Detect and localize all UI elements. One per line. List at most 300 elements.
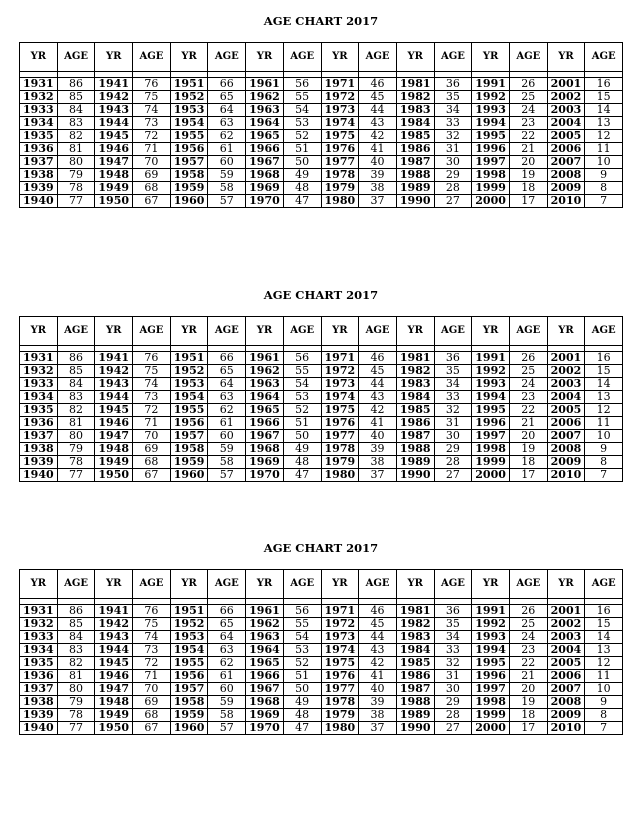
age-cell: 10 <box>585 683 623 696</box>
year-cell: 1991 <box>472 605 510 618</box>
age-cell: 59 <box>208 169 246 182</box>
age-cell: 45 <box>359 91 397 104</box>
age-cell: 61 <box>208 143 246 156</box>
age-cell: 85 <box>57 618 95 631</box>
year-cell: 2005 <box>547 657 585 670</box>
year-cell: 1950 <box>95 469 133 482</box>
year-cell: 1974 <box>321 391 359 404</box>
year-cell: 1990 <box>396 722 434 735</box>
header-age: AGE <box>585 43 623 72</box>
year-cell: 1964 <box>246 117 284 130</box>
year-cell: 2003 <box>547 631 585 644</box>
age-cell: 30 <box>434 156 472 169</box>
year-cell: 1950 <box>95 195 133 208</box>
age-cell: 24 <box>509 378 547 391</box>
table-row <box>20 195 623 208</box>
year-cell: 1966 <box>246 670 284 683</box>
year-cell: 1943 <box>95 104 133 117</box>
age-cell: 39 <box>359 443 397 456</box>
year-cell: 1996 <box>472 670 510 683</box>
age-cell: 84 <box>57 104 95 117</box>
table-row <box>20 631 623 644</box>
age-cell: 16 <box>585 352 623 365</box>
header-year: YR <box>547 317 585 346</box>
year-cell: 1994 <box>472 391 510 404</box>
year-cell: 1969 <box>246 182 284 195</box>
header-year: YR <box>547 570 585 599</box>
year-cell: 1936 <box>20 143 58 156</box>
header-age: AGE <box>434 317 472 346</box>
year-cell: 1963 <box>246 104 284 117</box>
age-chart-2 <box>19 288 623 482</box>
table-row <box>20 365 623 378</box>
age-cell: 63 <box>208 391 246 404</box>
year-cell: 1941 <box>95 352 133 365</box>
year-cell: 1965 <box>246 404 284 417</box>
table-row <box>20 182 623 195</box>
year-cell: 1958 <box>170 169 208 182</box>
year-cell: 1938 <box>20 169 58 182</box>
age-cell: 57 <box>208 195 246 208</box>
year-cell: 1969 <box>246 709 284 722</box>
year-cell: 1967 <box>246 430 284 443</box>
year-cell: 1961 <box>246 352 284 365</box>
age-cell: 40 <box>359 430 397 443</box>
age-cell: 71 <box>133 143 171 156</box>
year-cell: 1955 <box>170 404 208 417</box>
year-cell: 2002 <box>547 91 585 104</box>
age-cell: 38 <box>359 709 397 722</box>
year-cell: 2009 <box>547 709 585 722</box>
age-cell: 62 <box>208 404 246 417</box>
age-cell: 41 <box>359 670 397 683</box>
age-table <box>19 316 623 482</box>
year-cell: 1984 <box>396 644 434 657</box>
age-cell: 53 <box>283 644 321 657</box>
year-cell: 2001 <box>547 605 585 618</box>
age-cell: 72 <box>133 657 171 670</box>
age-cell: 13 <box>585 391 623 404</box>
age-cell: 40 <box>359 156 397 169</box>
year-cell: 1944 <box>95 644 133 657</box>
header-year: YR <box>396 317 434 346</box>
age-cell: 19 <box>509 169 547 182</box>
age-cell: 77 <box>57 469 95 482</box>
age-cell: 82 <box>57 657 95 670</box>
age-cell: 77 <box>57 722 95 735</box>
age-cell: 45 <box>359 618 397 631</box>
age-cell: 48 <box>283 182 321 195</box>
age-cell: 79 <box>57 169 95 182</box>
header-age: AGE <box>359 43 397 72</box>
year-cell: 1967 <box>246 156 284 169</box>
age-cell: 37 <box>359 722 397 735</box>
year-cell: 1977 <box>321 430 359 443</box>
year-cell: 1947 <box>95 683 133 696</box>
age-cell: 43 <box>359 644 397 657</box>
year-cell: 1992 <box>472 365 510 378</box>
age-cell: 19 <box>509 696 547 709</box>
age-cell: 67 <box>133 195 171 208</box>
year-cell: 1958 <box>170 696 208 709</box>
age-cell: 52 <box>283 404 321 417</box>
table-row <box>20 722 623 735</box>
header-year: YR <box>472 570 510 599</box>
header-age: AGE <box>57 43 95 72</box>
age-cell: 57 <box>208 722 246 735</box>
year-cell: 1939 <box>20 709 58 722</box>
year-cell: 2002 <box>547 618 585 631</box>
age-cell: 41 <box>359 417 397 430</box>
year-cell: 1967 <box>246 683 284 696</box>
age-cell: 11 <box>585 670 623 683</box>
year-cell: 1957 <box>170 683 208 696</box>
year-cell: 1937 <box>20 430 58 443</box>
header-year: YR <box>20 317 58 346</box>
age-cell: 33 <box>434 644 472 657</box>
age-cell: 20 <box>509 430 547 443</box>
age-cell: 34 <box>434 378 472 391</box>
age-cell: 49 <box>283 443 321 456</box>
age-cell: 51 <box>283 417 321 430</box>
age-cell: 25 <box>509 365 547 378</box>
year-cell: 1970 <box>246 195 284 208</box>
year-cell: 1933 <box>20 104 58 117</box>
age-cell: 42 <box>359 130 397 143</box>
year-cell: 1978 <box>321 443 359 456</box>
age-cell: 23 <box>509 117 547 130</box>
age-cell: 56 <box>283 605 321 618</box>
header-row <box>20 317 623 346</box>
year-cell: 1943 <box>95 378 133 391</box>
year-cell: 1982 <box>396 618 434 631</box>
table-row <box>20 618 623 631</box>
age-cell: 8 <box>585 709 623 722</box>
year-cell: 1998 <box>472 696 510 709</box>
age-cell: 51 <box>283 670 321 683</box>
year-cell: 1932 <box>20 91 58 104</box>
age-cell: 34 <box>434 631 472 644</box>
year-cell: 1982 <box>396 365 434 378</box>
header-age: AGE <box>57 570 95 599</box>
age-cell: 12 <box>585 404 623 417</box>
year-cell: 1949 <box>95 182 133 195</box>
year-cell: 1999 <box>472 709 510 722</box>
year-cell: 1951 <box>170 78 208 91</box>
age-cell: 21 <box>509 670 547 683</box>
year-cell: 1971 <box>321 352 359 365</box>
header-year: YR <box>170 570 208 599</box>
year-cell: 1982 <box>396 91 434 104</box>
age-cell: 24 <box>509 104 547 117</box>
age-cell: 55 <box>283 365 321 378</box>
age-cell: 12 <box>585 657 623 670</box>
age-cell: 33 <box>434 391 472 404</box>
age-cell: 7 <box>585 469 623 482</box>
header-year: YR <box>547 43 585 72</box>
year-cell: 2008 <box>547 696 585 709</box>
age-cell: 70 <box>133 683 171 696</box>
year-cell: 1989 <box>396 182 434 195</box>
year-cell: 1932 <box>20 618 58 631</box>
header-age: AGE <box>359 317 397 346</box>
year-cell: 1953 <box>170 378 208 391</box>
year-cell: 1996 <box>472 143 510 156</box>
age-cell: 14 <box>585 631 623 644</box>
age-cell: 83 <box>57 644 95 657</box>
age-cell: 22 <box>509 657 547 670</box>
year-cell: 1959 <box>170 182 208 195</box>
age-cell: 66 <box>208 78 246 91</box>
age-cell: 27 <box>434 469 472 482</box>
year-cell: 1971 <box>321 78 359 91</box>
age-cell: 32 <box>434 657 472 670</box>
year-cell: 1954 <box>170 391 208 404</box>
year-cell: 1952 <box>170 618 208 631</box>
age-cell: 31 <box>434 670 472 683</box>
age-cell: 80 <box>57 156 95 169</box>
year-cell: 1956 <box>170 143 208 156</box>
year-cell: 1938 <box>20 443 58 456</box>
age-cell: 73 <box>133 391 171 404</box>
year-cell: 1949 <box>95 709 133 722</box>
year-cell: 1975 <box>321 404 359 417</box>
table-row <box>20 104 623 117</box>
year-cell: 1940 <box>20 469 58 482</box>
age-cell: 15 <box>585 618 623 631</box>
table-row <box>20 443 623 456</box>
year-cell: 1961 <box>246 78 284 91</box>
year-cell: 1962 <box>246 365 284 378</box>
table-row <box>20 169 623 182</box>
header-year: YR <box>321 317 359 346</box>
year-cell: 1938 <box>20 696 58 709</box>
year-cell: 2005 <box>547 404 585 417</box>
age-cell: 52 <box>283 130 321 143</box>
age-cell: 49 <box>283 696 321 709</box>
year-cell: 1985 <box>396 130 434 143</box>
year-cell: 1997 <box>472 430 510 443</box>
year-cell: 1976 <box>321 143 359 156</box>
year-cell: 1987 <box>396 683 434 696</box>
year-cell: 1945 <box>95 130 133 143</box>
header-age: AGE <box>208 570 246 599</box>
age-cell: 54 <box>283 104 321 117</box>
age-cell: 86 <box>57 605 95 618</box>
year-cell: 1945 <box>95 657 133 670</box>
header-age: AGE <box>57 317 95 346</box>
year-cell: 1963 <box>246 631 284 644</box>
year-cell: 1984 <box>396 391 434 404</box>
age-cell: 82 <box>57 404 95 417</box>
age-cell: 32 <box>434 404 472 417</box>
header-year: YR <box>170 317 208 346</box>
age-cell: 13 <box>585 117 623 130</box>
age-cell: 63 <box>208 644 246 657</box>
age-cell: 39 <box>359 169 397 182</box>
year-cell: 1964 <box>246 644 284 657</box>
age-cell: 72 <box>133 404 171 417</box>
year-cell: 1946 <box>95 670 133 683</box>
year-cell: 1991 <box>472 78 510 91</box>
age-cell: 44 <box>359 378 397 391</box>
year-cell: 1979 <box>321 456 359 469</box>
age-cell: 76 <box>133 352 171 365</box>
age-cell: 62 <box>208 130 246 143</box>
year-cell: 1993 <box>472 378 510 391</box>
header-year: YR <box>321 43 359 72</box>
age-cell: 64 <box>208 378 246 391</box>
header-year: YR <box>20 43 58 72</box>
year-cell: 2003 <box>547 378 585 391</box>
age-cell: 42 <box>359 657 397 670</box>
header-age: AGE <box>585 317 623 346</box>
year-cell: 1976 <box>321 670 359 683</box>
year-cell: 1992 <box>472 618 510 631</box>
age-cell: 8 <box>585 182 623 195</box>
age-cell: 85 <box>57 91 95 104</box>
year-cell: 2004 <box>547 644 585 657</box>
age-cell: 14 <box>585 378 623 391</box>
age-cell: 27 <box>434 722 472 735</box>
age-cell: 37 <box>359 469 397 482</box>
age-cell: 36 <box>434 352 472 365</box>
year-cell: 2006 <box>547 143 585 156</box>
year-cell: 1959 <box>170 456 208 469</box>
header-year: YR <box>396 570 434 599</box>
year-cell: 2008 <box>547 443 585 456</box>
age-cell: 45 <box>359 365 397 378</box>
age-cell: 35 <box>434 618 472 631</box>
year-cell: 1998 <box>472 169 510 182</box>
age-cell: 17 <box>509 469 547 482</box>
chart-title: AGE CHART 2017 <box>263 541 379 555</box>
year-cell: 1983 <box>396 104 434 117</box>
age-cell: 76 <box>133 605 171 618</box>
year-cell: 1971 <box>321 605 359 618</box>
table-row <box>20 91 623 104</box>
age-cell: 69 <box>133 169 171 182</box>
age-cell: 74 <box>133 104 171 117</box>
header-year: YR <box>95 570 133 599</box>
age-cell: 81 <box>57 143 95 156</box>
age-cell: 70 <box>133 156 171 169</box>
age-cell: 58 <box>208 709 246 722</box>
age-cell: 47 <box>283 195 321 208</box>
year-cell: 1987 <box>396 430 434 443</box>
year-cell: 1973 <box>321 104 359 117</box>
age-cell: 46 <box>359 605 397 618</box>
table-row <box>20 391 623 404</box>
header-row <box>20 43 623 72</box>
age-cell: 79 <box>57 696 95 709</box>
age-cell: 74 <box>133 631 171 644</box>
age-cell: 44 <box>359 104 397 117</box>
age-cell: 10 <box>585 156 623 169</box>
header-age: AGE <box>434 570 472 599</box>
age-cell: 58 <box>208 182 246 195</box>
age-cell: 67 <box>133 722 171 735</box>
year-cell: 1983 <box>396 378 434 391</box>
year-cell: 1986 <box>396 670 434 683</box>
year-cell: 1951 <box>170 352 208 365</box>
age-table <box>19 42 623 208</box>
age-cell: 71 <box>133 417 171 430</box>
age-cell: 85 <box>57 365 95 378</box>
year-cell: 1996 <box>472 417 510 430</box>
header-age: AGE <box>585 570 623 599</box>
age-cell: 59 <box>208 443 246 456</box>
header-year: YR <box>472 43 510 72</box>
age-cell: 81 <box>57 417 95 430</box>
age-cell: 61 <box>208 670 246 683</box>
year-cell: 1993 <box>472 104 510 117</box>
age-cell: 50 <box>283 430 321 443</box>
age-chart-3 <box>19 541 623 735</box>
age-cell: 60 <box>208 683 246 696</box>
year-cell: 1934 <box>20 644 58 657</box>
year-cell: 1944 <box>95 391 133 404</box>
year-cell: 1956 <box>170 417 208 430</box>
age-cell: 62 <box>208 657 246 670</box>
year-cell: 1980 <box>321 195 359 208</box>
age-cell: 9 <box>585 696 623 709</box>
table-row <box>20 117 623 130</box>
header-age: AGE <box>208 317 246 346</box>
table-row <box>20 605 623 618</box>
header-year: YR <box>396 43 434 72</box>
year-cell: 1935 <box>20 657 58 670</box>
age-cell: 78 <box>57 456 95 469</box>
age-cell: 46 <box>359 78 397 91</box>
year-cell: 1955 <box>170 657 208 670</box>
age-cell: 54 <box>283 631 321 644</box>
year-cell: 1985 <box>396 657 434 670</box>
age-cell: 67 <box>133 469 171 482</box>
age-cell: 27 <box>434 195 472 208</box>
age-cell: 15 <box>585 365 623 378</box>
year-cell: 1978 <box>321 169 359 182</box>
age-cell: 76 <box>133 78 171 91</box>
age-cell: 68 <box>133 709 171 722</box>
age-cell: 43 <box>359 391 397 404</box>
chart-title: AGE CHART 2017 <box>263 14 379 28</box>
year-cell: 1940 <box>20 195 58 208</box>
age-cell: 64 <box>208 631 246 644</box>
year-cell: 1990 <box>396 195 434 208</box>
table-row <box>20 404 623 417</box>
age-cell: 13 <box>585 644 623 657</box>
year-cell: 1972 <box>321 91 359 104</box>
age-cell: 83 <box>57 117 95 130</box>
year-cell: 1999 <box>472 456 510 469</box>
year-cell: 1960 <box>170 469 208 482</box>
age-cell: 44 <box>359 631 397 644</box>
year-cell: 1975 <box>321 657 359 670</box>
age-cell: 41 <box>359 143 397 156</box>
year-cell: 1965 <box>246 657 284 670</box>
age-cell: 19 <box>509 443 547 456</box>
age-cell: 68 <box>133 456 171 469</box>
year-cell: 1941 <box>95 78 133 91</box>
table-row <box>20 709 623 722</box>
age-cell: 37 <box>359 195 397 208</box>
age-cell: 38 <box>359 456 397 469</box>
year-cell: 1962 <box>246 91 284 104</box>
age-cell: 65 <box>208 618 246 631</box>
age-cell: 42 <box>359 404 397 417</box>
year-cell: 1981 <box>396 605 434 618</box>
